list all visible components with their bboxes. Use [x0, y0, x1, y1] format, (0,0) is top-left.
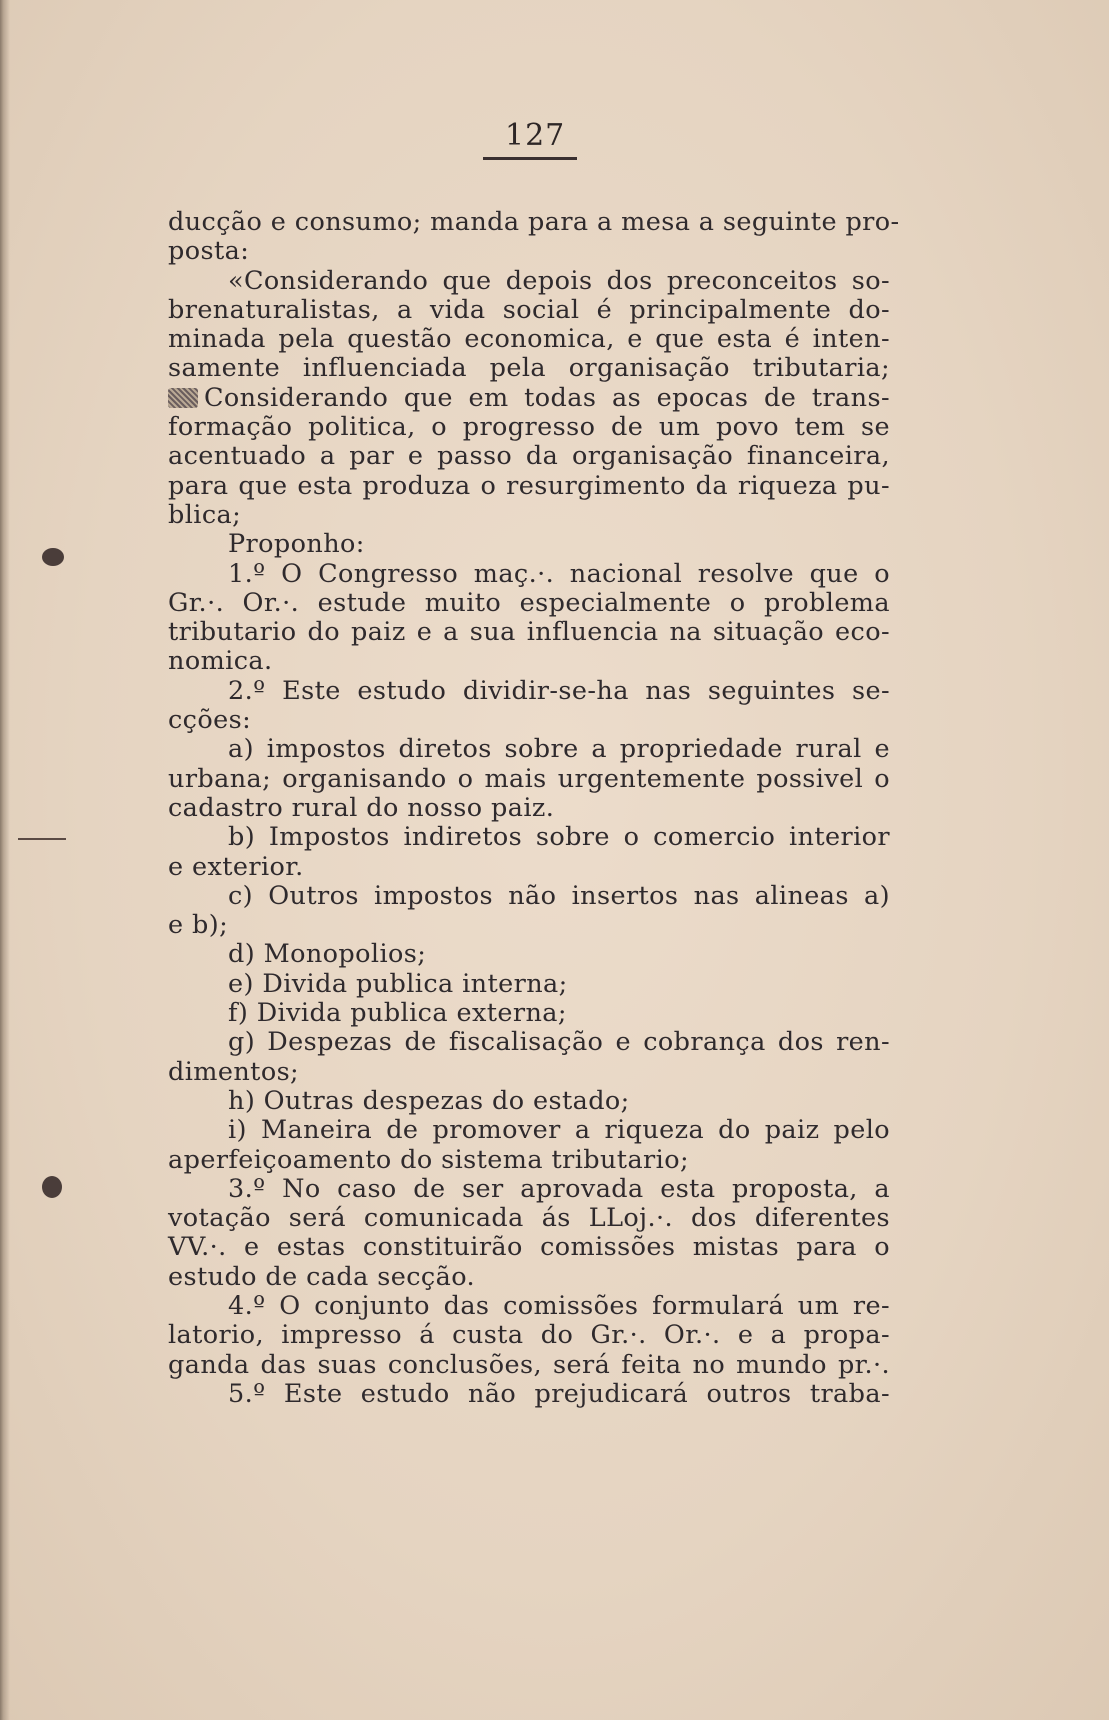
text-line: [168, 735, 890, 764]
text-line: [168, 1263, 890, 1292]
text-line-content: votação será comunicada ás LLoj.·. dos diferentes: [168, 1203, 890, 1234]
text-line: [168, 999, 890, 1028]
text-line: [168, 765, 890, 794]
text-line-content: cadastro rural do nosso paiz.: [168, 792, 555, 823]
text-line-content: brenaturalistas, a vida social é principalmente do-: [168, 294, 890, 325]
text-line-content: dimentos;: [168, 1056, 300, 1087]
text-line-content: blica;: [168, 499, 242, 530]
ornament-icon: [168, 388, 198, 408]
text-line-content: 5.º Este estudo não prejudicará outros traba-: [228, 1378, 890, 1409]
text-line-content: a) impostos diretos sobre a propriedade rural e: [228, 734, 890, 765]
ink-spot-1: [42, 548, 64, 566]
text-line: [168, 1321, 890, 1350]
text-line: [168, 823, 890, 852]
text-line-content: e b);: [168, 910, 229, 941]
text-line-content: c) Outros impostos não insertos nas alineas a): [228, 880, 890, 911]
body-text: [168, 207, 900, 1409]
text-line: [168, 1058, 890, 1087]
text-line: [168, 354, 890, 383]
text-line-content: e) Divida publica interna;: [228, 968, 568, 999]
text-line-content: acentuado a par e passo da organisação financeira,: [168, 441, 890, 472]
text-line: [168, 325, 890, 354]
text-line: [168, 207, 900, 237]
text-line: [168, 618, 890, 647]
text-line: [168, 1116, 890, 1145]
text-line-content: g) Despezas de fiscalisação e cobrança dos ren-: [228, 1027, 890, 1058]
text-line-content: para que esta produza o resurgimento da riqueza pu-: [168, 470, 890, 501]
text-line: [168, 1351, 890, 1380]
text-line-content: Proponho:: [228, 529, 365, 560]
text-line-content: latorio, impresso á custa do Gr.·. Or.·. e a propa-: [168, 1320, 890, 1351]
text-line: [168, 472, 890, 501]
text-line: [168, 1380, 890, 1409]
text-line: [168, 1028, 890, 1057]
text-line-content: Considerando que em todas as epocas de trans-: [204, 382, 890, 413]
text-line-content: samente influenciada pela organisação tributaria;: [168, 353, 890, 384]
text-line-content: ganda das suas conclusões, será feita no mundo pr.·.: [168, 1349, 890, 1380]
text-line-content: minada pela questão economica, e que esta é inten-: [168, 324, 890, 355]
text-line-content: e exterior.: [168, 851, 304, 882]
text-line: [168, 853, 890, 882]
text-line: [168, 1233, 890, 1262]
text-line: [168, 911, 890, 940]
text-line: [168, 647, 890, 676]
text-line-content: «Considerando que depois dos preconceitos so-: [228, 265, 890, 296]
text-line-content: tributario do paiz e a sua influencia na situação eco-: [168, 617, 890, 648]
text-line-content: Gr.·. Or.·. estude muito especialmente o problema: [168, 587, 890, 618]
text-line: [168, 589, 890, 618]
text-line: [168, 677, 890, 706]
text-line: [168, 267, 890, 296]
text-line: [168, 882, 890, 911]
text-line: [168, 794, 890, 823]
text-line: [168, 1146, 890, 1175]
text-line-content: f) Divida publica externa;: [228, 998, 567, 1029]
text-line-content: 2.º Este estudo dividir-se-ha nas seguintes se-: [228, 675, 890, 706]
text-line: [168, 296, 890, 325]
text-line: [168, 530, 890, 559]
text-line: [168, 940, 890, 969]
page-binding-edge: [0, 0, 10, 1720]
text-line-content: cções:: [168, 705, 252, 736]
text-line-content: h) Outras despezas do estado;: [228, 1085, 630, 1116]
page-number: 127: [505, 118, 566, 153]
text-line-content: 3.º No caso de ser aprovada esta proposta, a: [228, 1173, 890, 1204]
text-line: [168, 501, 890, 530]
text-line-content: b) Impostos indiretos sobre o comercio interior: [228, 822, 890, 853]
text-line: [168, 384, 890, 413]
text-line-content: i) Maneira de promover a riqueza do paiz pelo: [228, 1115, 890, 1146]
text-line: [168, 442, 890, 471]
text-line: [168, 237, 890, 266]
text-line-content: formação politica, o progresso de um povo tem se: [168, 412, 890, 443]
text-line-content: d) Monopolios;: [228, 939, 427, 970]
text-line: [168, 560, 890, 589]
page-number-rule: [483, 157, 577, 160]
text-line-content: 1.º O Congresso maç.·. nacional resolve que o: [228, 558, 890, 589]
ink-spot-2: [42, 1176, 62, 1198]
text-line: [168, 413, 890, 442]
text-line-content: estudo de cada secção.: [168, 1261, 476, 1292]
ink-mark: [18, 838, 66, 840]
text-line: [168, 1087, 890, 1116]
text-line: [168, 970, 890, 999]
text-line-content: urbana; organisando o mais urgentemente possivel o: [168, 763, 890, 794]
text-line-content: posta:: [168, 236, 250, 267]
text-line-content: 4.º O conjunto das comissões formulará um re-: [228, 1290, 890, 1321]
text-line: [168, 1204, 890, 1233]
text-line-content: aperfeiçoamento do sistema tributario;: [168, 1144, 689, 1175]
text-line: [168, 1292, 890, 1321]
text-line-content: nomica.: [168, 646, 273, 677]
text-line: [168, 1175, 890, 1204]
text-line-content: VV.·. e estas constituirão comissões mistas para o: [168, 1232, 890, 1263]
text-line-content: ducção e consumo; manda para a mesa a seguinte pro-: [168, 207, 900, 237]
text-line: [168, 706, 890, 735]
